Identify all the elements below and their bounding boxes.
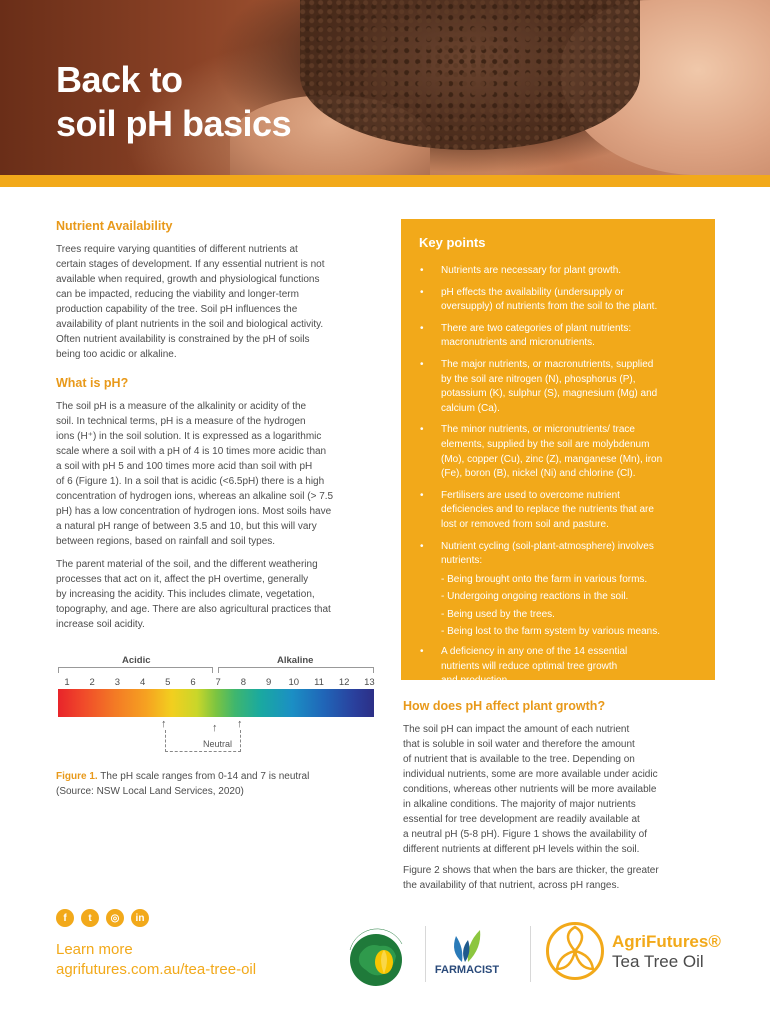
nutrient-section — [56, 219, 376, 362]
paragraph-line: The soil pH is a measure of the alkalinity or acidity of the — [56, 401, 307, 412]
key-point-subitem: - Undergoing ongoing reactions in the soil. — [441, 591, 629, 603]
paragraph-line: processes that act on it, affect the pH overtime, generally — [56, 574, 309, 585]
key-point-item: • The minor nutrients, or micronutrients/ trace elements, supplied by the soil are molybdenum (Mo), copper (Cu), zinc (Z), manganese (Mn), iron (Fe), boron (B), nickel (Ni) and chlorine (Cl). — [419, 423, 697, 481]
key-point-item: • The major nutrients, or macronutrients, supplied by the soil are nitrogen (N), phosphorus (P), potassium (K), sulphur (S), magnesium (Mg) and calcium (Ca). — [419, 358, 697, 416]
paragraph-line: can be impacted, reducing the viability and longer-term — [56, 289, 299, 300]
instagram-icon[interactable]: ◎ — [106, 909, 124, 927]
paragraph-line: of nutrient that is available to the tree. Depending on — [403, 754, 635, 765]
acidic-label: Acidic — [122, 655, 151, 666]
figure-caption-text: The pH scale ranges from 0-14 and 7 is neutral — [100, 771, 310, 782]
ph-paragraph-1 — [56, 399, 376, 549]
key-point-item: • Nutrients are necessary for plant growth. — [419, 264, 697, 279]
paragraph-line: Figure 2 shows that when the bars are thicker, the greater — [403, 865, 659, 876]
nutrient-paragraph — [56, 242, 376, 362]
pure-australian-tea-tree-oil-logo — [338, 920, 418, 990]
paragraph-line: concentration of hydrogen ions, whereas an alkaline soil (> 7.5 — [56, 491, 334, 502]
paragraph-line: availability of plant nutrients in the soil and biological activity. — [56, 319, 324, 330]
key-points-box — [401, 219, 715, 687]
paragraph-line: Trees require varying quantities of different nutrients at — [56, 244, 298, 255]
ph-tick-label: 13 — [364, 677, 375, 688]
paragraph-line: certain stages of development. If any essential nutrient is not — [56, 259, 325, 270]
arrow-up-icon: ↑ — [237, 718, 243, 730]
paragraph-line: in alkaline conditions. The majority of major nutrients — [403, 799, 636, 810]
acidic-bracket — [58, 667, 213, 673]
accent-stripe — [0, 175, 770, 187]
agrifutures-wordmark: AgriFutures® — [612, 932, 721, 951]
ph-tick-label: 5 — [165, 677, 171, 688]
what-is-ph-section — [56, 376, 376, 632]
paragraph-line: the availability of that nutrient, across pH ranges. — [403, 880, 620, 891]
learn-more-label: Learn more — [56, 941, 133, 958]
agrifutures-logo-mark — [546, 922, 604, 980]
learn-more — [56, 940, 256, 980]
ph-tick-label: 9 — [265, 677, 272, 688]
ph-tick-label: 1 — [64, 677, 70, 688]
logo-divider — [530, 926, 531, 982]
paragraph-line: ions (H⁺) in the soil solution. It is expressed as a logarithmic — [56, 431, 322, 442]
learn-more-link[interactable]: agrifutures.com.au/tea-tree-oil — [56, 961, 257, 978]
linkedin-icon[interactable]: in — [131, 909, 149, 927]
soil-image — [300, 0, 640, 150]
ph-scale-figure — [56, 652, 376, 762]
ph-tick-label: 12 — [338, 677, 350, 688]
paragraph-line: by increasing the acidity. This includes climate, vegetation, — [56, 589, 315, 600]
ph-tick-label: 10 — [288, 677, 300, 688]
paragraph-line: The soil pH can impact the amount of each nutrient — [403, 724, 630, 735]
paragraph-line: a natural pH range of between 3.5 and 10, but this will vary — [56, 521, 317, 532]
farmacist-logo — [432, 924, 502, 984]
paragraph-line: Often nutrient availability is constrained by the pH of soils — [56, 334, 310, 345]
twitter-icon[interactable]: t — [81, 909, 99, 927]
arrow-up-icon: ↑ — [161, 718, 167, 730]
paragraph-line: of 6 (Figure 1). In a soil that is acidic (<6.5pH) there is a high — [56, 476, 325, 487]
paragraph-line: a neutral pH (5-8 pH). Figure 1 shows the availability of — [403, 829, 648, 840]
paragraph-line: a soil with pH 5 and 100 times more acid than soil with pH — [56, 461, 313, 472]
paragraph-line: essential for tree development are readily available at — [403, 814, 640, 825]
ph-tick-label: 3 — [114, 677, 121, 688]
ph-tick-label: 11 — [314, 677, 324, 688]
paragraph-line: conditions, whereas other nutrients will be more available — [403, 784, 657, 795]
key-point-subitem: - Being used by the trees. — [441, 608, 555, 620]
paragraph-line: individual nutrients, some are more available under acidic — [403, 769, 658, 780]
how-ph-paragraph-1 — [403, 722, 723, 857]
paragraph-line: topography, and age. There are also agricultural practices that — [56, 604, 331, 615]
key-point-subitem: - Being brought onto the farm in various forms. — [441, 573, 648, 585]
key-points-heading: Key points — [419, 235, 486, 250]
paragraph-line: different nutrients at different pH levels within the soil. — [403, 844, 640, 855]
farmacist-label: FARMACIST — [434, 964, 500, 976]
paragraph-line: production capability of the tree. Soil pH influences the — [56, 304, 298, 315]
key-point-item: • There are two categories of plant nutrients: macronutrients and micronutrients. — [419, 322, 697, 351]
key-point-item: • A deficiency in any one of the 14 essential nutrients will reduce optimal tree growth and production. — [419, 645, 697, 689]
key-point-item: • Fertilisers are used to overcome nutrient deficiencies and to replace the nutrients that are lost or removed from soil and pasture. — [419, 489, 697, 533]
logo-divider — [425, 926, 426, 982]
paragraph-line: scale where a soil with a pH of 4 is 10 times more acidic than — [56, 446, 327, 457]
ph-tick-label: 2 — [89, 677, 95, 688]
hero-banner — [0, 0, 770, 175]
paragraph-line: being too acidic or alkaline. — [56, 349, 177, 360]
section-heading: Nutrient Availability — [56, 219, 173, 233]
paragraph-line: soil. In technical terms, pH is a measure of the hydrogen — [56, 416, 306, 427]
ph-color-bar — [58, 689, 374, 717]
ph-paragraph-2 — [56, 557, 376, 632]
paragraph-line: that is soluble in soil water and therefore the amount — [403, 739, 635, 750]
arrow-up-icon: ↑ — [212, 722, 218, 734]
paragraph-line: pH) has a low concentration of hydrogen ions. Most soils have — [56, 506, 332, 517]
how-ph-section — [403, 699, 723, 893]
figure-caption — [56, 769, 376, 799]
ph-tick-label: 8 — [240, 677, 247, 688]
alkaline-bracket — [218, 667, 374, 673]
ph-tick-label: 7 — [215, 677, 221, 688]
tea-tree-oil-wordmark: Tea Tree Oil — [612, 952, 704, 971]
ph-tick-label: 4 — [139, 677, 146, 688]
how-ph-paragraph-2 — [403, 863, 723, 893]
key-points-list — [419, 264, 697, 689]
facebook-icon[interactable]: f — [56, 909, 74, 927]
key-point-item: • pH effects the availability (undersupply or oversupply) of nutrients from the soil to the plant. — [419, 286, 697, 315]
social-links — [56, 909, 149, 927]
page-title: Back to soil pH basics — [56, 59, 292, 144]
paragraph-line: available when required, growth and physiological functions — [56, 274, 320, 285]
section-heading: What is pH? — [56, 376, 129, 390]
paragraph-line: The parent material of the soil, and the different weathering — [56, 559, 318, 570]
paragraph-line: increase soil acidity. — [56, 619, 145, 630]
neutral-label: Neutral — [203, 739, 233, 749]
figure-label: Figure 1. — [56, 771, 98, 782]
paragraph-line: between regions, based on rainfall and soil types. — [56, 536, 276, 547]
key-point-item: • Nutrient cycling (soil-plant-atmosphere) involves nutrients: — [419, 540, 697, 569]
ph-tick-label: 6 — [190, 677, 196, 688]
alkaline-label: Alkaline — [277, 655, 314, 666]
key-point-subitem: - Being lost to the farm system by various means. — [441, 626, 660, 638]
section-heading: How does pH affect plant growth? — [403, 699, 606, 713]
figure-source: (Source: NSW Local Land Services, 2020) — [56, 786, 244, 797]
